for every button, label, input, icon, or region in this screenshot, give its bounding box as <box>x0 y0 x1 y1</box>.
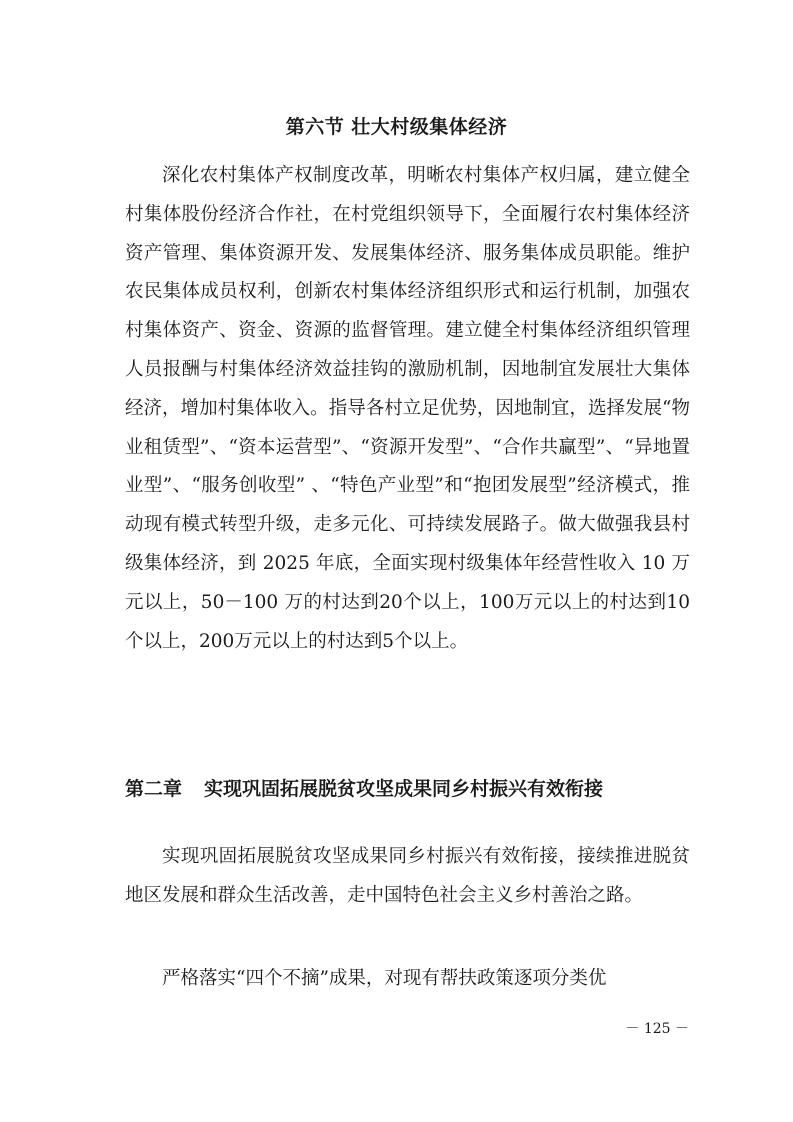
chapter-title: 实现巩固拓展脱贫攻坚成果同乡村振兴有效衔接 <box>204 778 604 800</box>
chapter-heading <box>125 774 690 801</box>
section-title: 第六节 壮大村级集体经济 <box>285 116 508 138</box>
chapter-number: 第二章 <box>125 778 183 800</box>
paragraph-chapter-intro: 实现巩固拓展脱贫攻坚成果同乡村振兴有效衔接，接续推进脱贫地区发展和群众生活改善，走中国特色社会主义乡村善治之路。 <box>125 846 690 906</box>
page-number: － 125 － <box>625 1021 689 1037</box>
paragraph-village-collective-economy: 深化农村集体产权制度改革，明晰农村集体产权归属，建立健全村集体股份经济合作社，在村党组织领导下，全面履行农村集体经济资产管理、集体资源开发、发展集体经济、服务集体成员职能。维护农民集体成员权利，创新农村集体经济组织形式和运行机制，加强农村集体资产、资金、资源的监督管理。建立健全村集体经济组织管理人员报酬与村集体经济效益挂钩的激励机制，因地制宜发展壮大集体经济，增加村集体收入。指导各村立足优势，因地制宜，选择发展“物业租赁型”、“资本运营型”、“资源开发型”、“合作共赢型”、“异地置业型”、“服务创收型” 、“特色产业型”和“抱团发展型”经济模式，推动现有模式转型升级，走多元化、可持续发展路子。做大做强我县村级集体经济，到 2025 年底，全面实现村级集体年经营性收入 10 万元以上，50－100 万的村达到20个以上，100万元以上的村达到10个以上，200万元以上的村达到5个以上。 <box>125 165 690 652</box>
paragraph-four-not-removed: 严格落实“四个不摘”成果，对现有帮扶政策逐项分类优 <box>162 968 607 989</box>
